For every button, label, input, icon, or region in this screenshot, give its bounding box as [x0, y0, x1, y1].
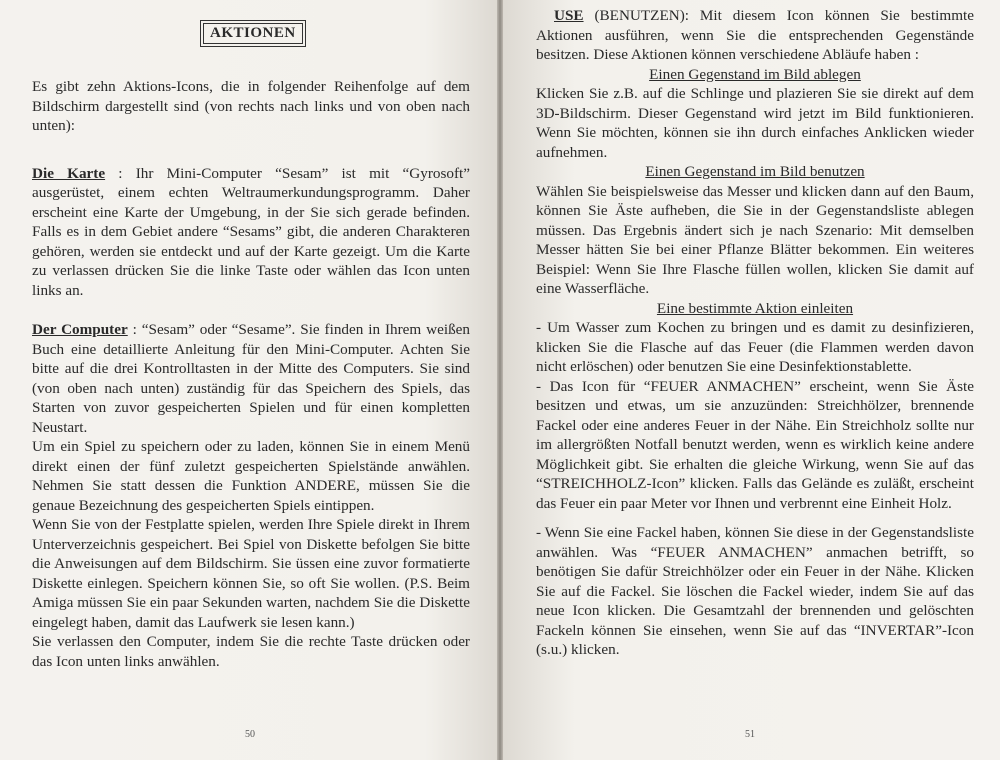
benutzen-paragraph: Wählen Sie beispielsweise das Messer und klicken dann auf den Baum, können Sie Äste aufheben, die Sie in der Gegenstandsliste ablegen müssen. Das Ergebnis ändert sich je nach Szenario: Mit demselben Messer hätten Sie bei einer Pflanze Blätter bekommen. Ein weiteres Beispiel: Wenn Sie Ihre Flasche füllen wollen, klicken Sie damit auf eine Wasserfläche. [536, 182, 974, 297]
wasser-paragraph: - Um Wasser zum Kochen zu bringen und es damit zu desinfizieren, klicken Sie die Flasche auf das Feuer (die Flammen werden davon nicht erlöschen) oder benutzen Sie eine Desinfektionstablette. [536, 319, 974, 375]
book-gutter [497, 0, 503, 760]
subheading-ablegen: Einen Gegenstand im Bild ablegen [649, 65, 861, 83]
karte-heading: Die Karte [32, 164, 106, 182]
computer-paragraph [32, 320, 470, 437]
page-number-left: 50 [245, 729, 255, 740]
computer-text: : “Sesam” oder “Sesame”. Sie finden in Ihrem weißen Buch eine detaillierte Anleitung für den Mini-Computer. Achten Sie bitte auf die drei Kontrolltasten in der Mitte des Computers. Sie sind (von oben nach unten) zuständig für das Speichern des Spiels, das Starten von zuvor gespeicherten Spielen und für einen kompletten Neustart. [32, 321, 470, 436]
subheading-benutzen: Einen Gegenstand im Bild benutzen [645, 163, 865, 180]
section-title-box [200, 20, 306, 47]
karte-text: : Ihr Mini-Computer “Sesam” ist mit “Gyrosoft” ausgerüstet, einem echten Weltraumerkundungsprogramm. Daher erscheint eine Karte der Umgebung, in der Sie sich gerade befinden. Falls es in dem Gebiet andere “Sesams” gibt, die anderen Charakteren gehören, werden sie entdeckt und auf der Karte gezeigt. Um die Karte zu verlassen drücken Sie die linke Taste oder wählen das Icon unten links an. [32, 164, 471, 299]
use-text: (BENUTZEN): Mit diesem Icon können Sie bestimmte Aktionen ausführen, wenn Sie die entsprechenden Gegenstände besitzen. Diese Aktionen können verschiedene Abläufe haben : [536, 7, 974, 63]
feuer-paragraph: - Das Icon für “FEUER ANMACHEN” erscheint, wenn Sie Äste besitzen und etwas, um sie anzuzünden: Streichhölzer, brennende Fackel oder eine anderes Feuer in der Nähe. Ein Streichholz sollte nur im allergrößten Notfall benutzt werden, wenn es wirklich keine andere Möglichkeit gibt. Sie erhalten die gleiche Wirkung, wenn Sie auf das “STREICHHOLZ-Icon” klicken. Falls das Gelände es zuläßt, erscheint das Feuer ein paar Meter vor Ihnen und verbrennt eine Einheit Holz. [536, 377, 974, 512]
section-title: AKTIONEN [203, 23, 303, 44]
subheading-einleiten: Eine bestimmte Aktion einleiten [656, 299, 854, 317]
fackel-paragraph: - Wenn Sie eine Fackel haben, können Sie diese in der Gegenstandsliste anwählen. Was “FEUER ANMACHEN” anmachen betrifft, so benötigen Sie dafür Streichhölzer oder ein Feuer in der Nähe. Klicken Sie auf die Fackel. Sie löschen die Fackel wieder, indem Sie auf das neue Icon klicken. Die Gesamtzahl der brennenden und gelöschten Fackeln können Sie einsehen, wenn Sie auf das “INVERTAR”-Icon (s.u.) klicken. [536, 524, 974, 658]
disk-paragraph: Wenn Sie von der Festplatte spielen, werden Ihre Spiele direkt in Ihrem Unterverzeichnis gespeichert. Bei Spiel von Diskette befolgen Sie bitte die Anweisungen auf dem Bildschirm. Sie üssen eine zuvor formatierte Diskette einlegen. Speichern können Sie, so oft Sie wollen. (P.S. Beim Amiga müssen Sie ein paar Sekunden warten, nachdem Sie die Diskette eingelegt haben, damit das Laufwerk sie lesen kann.) [32, 516, 470, 631]
karte-paragraph [32, 164, 470, 301]
use-heading: USE [554, 7, 584, 24]
exit-paragraph: Sie verlassen den Computer, indem Sie die rechte Taste drücken oder das Icon unten links anwählen. [32, 633, 470, 670]
save-paragraph: Um ein Spiel zu speichern oder zu laden, können Sie in einem Menü direkt einen der fünf zuletzt gespeicherten Spielstände anwählen. Nehmen Sie statt dessen die Funktion ANDERE, müssen Sie die genaue Bezeichnung des gespeicherten Spiels eintippen. [32, 438, 470, 514]
use-paragraph [536, 6, 974, 65]
right-page [500, 0, 1000, 760]
page-number-right: 51 [745, 729, 755, 740]
computer-heading: Der Computer [32, 321, 128, 338]
ablegen-paragraph: Klicken Sie z.B. auf die Schlinge und plazieren Sie sie direkt auf dem 3D-Bildschirm. Dieser Gegenstand wird jetzt im Bild funktionieren. Wenn Sie möchten, können sie ihn durch einfaches Anklicken wieder aufnehmen. [536, 85, 974, 161]
intro-paragraph: Es gibt zehn Aktions-Icons, die in folgender Reihenfolge auf dem Bildschirm dargestellt sind (von rechts nach links und von oben nach unten): [32, 78, 470, 134]
